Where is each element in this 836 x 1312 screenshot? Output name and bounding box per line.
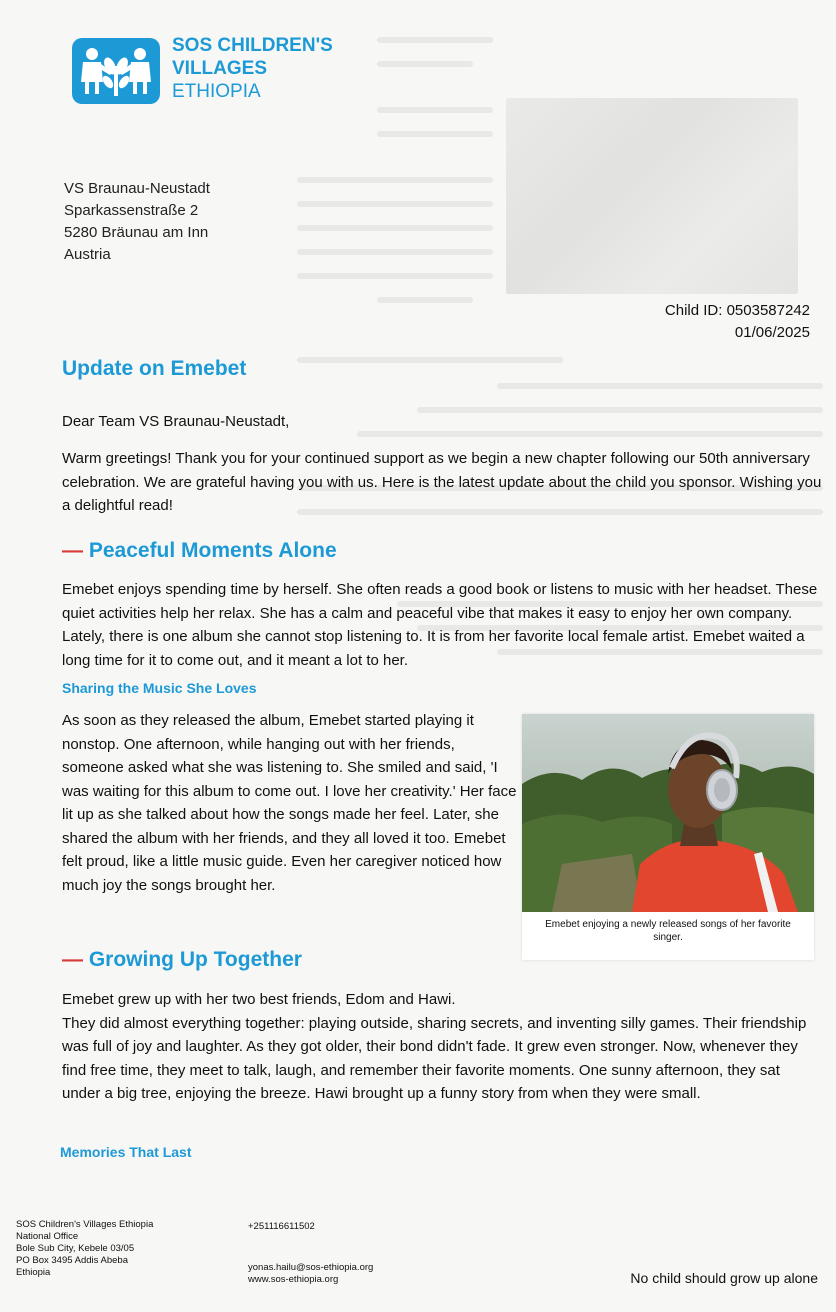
- section-heading-peaceful: [62, 539, 337, 563]
- address-line: Sparkassenstraße 2: [64, 202, 199, 219]
- footer-line: Bole Sub City, Kebele 03/05: [16, 1243, 135, 1254]
- photo-girl-with-headphones: [522, 714, 814, 912]
- photo-caption: Emebet enjoying a newly released songs of her favorite singer.: [545, 919, 791, 943]
- sharing-paragraph: As soon as they released the album, Emebet started playing it nonstop. One afternoon, while hanging out with her friends, someone asked what she was listening to. She smiled and said, 'I was waiting for this album to come out. I love her creativity.' Her face lit up as she talked about how the songs made her feel. Later, she shared the album with her friends, and they all loved it too. Emebet felt proud, like a little music guide. Even her caregiver noticed how much joy the songs brought her.: [62, 712, 517, 894]
- child-id: Child ID: 0503587242: [664, 302, 810, 319]
- footer-line: PO Box 3495 Addis Abeba: [16, 1255, 128, 1266]
- recipient-address: [64, 178, 210, 266]
- logo-line-1: SOS CHILDREN'S: [172, 35, 333, 56]
- footer-email: yonas.hailu@sos-ethiopia.org: [248, 1262, 374, 1273]
- letter-title: Update on Emebet: [62, 357, 247, 380]
- subheading-sharing: Sharing the Music She Loves: [62, 680, 257, 696]
- subheading-memories: Memories That Last: [60, 1144, 192, 1160]
- organization-name: [172, 34, 333, 103]
- logo-line-2: VILLAGES: [172, 58, 268, 79]
- section-heading-growing: [62, 948, 302, 972]
- heading-text: Peaceful Moments Alone: [88, 539, 337, 562]
- heading-text: Growing Up Together: [88, 948, 302, 971]
- child-meta: [665, 300, 810, 344]
- address-line: 5280 Bräunau am Inn: [64, 224, 209, 241]
- footer-tagline: No child should grow up alone: [630, 1270, 818, 1286]
- sos-logo-emblem: [72, 38, 160, 104]
- footer-website: www.sos-ethiopia.org: [248, 1274, 339, 1285]
- growing-paragraph: [62, 988, 822, 1106]
- heading-dash: —: [62, 948, 83, 971]
- photo-card: [522, 714, 814, 960]
- footer-line: SOS Children's Villages Ethiopia: [16, 1219, 154, 1230]
- letter-date: 01/06/2025: [734, 324, 810, 341]
- children-tree-icon: [72, 38, 160, 104]
- logo-line-3: ETHIOPIA: [172, 81, 261, 102]
- footer-line: Ethiopia: [16, 1267, 51, 1278]
- footer-line: National Office: [16, 1231, 79, 1242]
- intro-paragraph: Warm greetings! Thank you for your continued support as we begin a new chapter following our 50th anniversary celebration. We are grateful having you with us. Here is the latest update about the child you sponsor. Wishing you a delightful read!: [62, 450, 822, 514]
- letter-greeting: Dear Team VS Braunau-Neustadt,: [62, 413, 290, 430]
- peaceful-paragraph: Emebet enjoys spending time by herself. She often reads a good book or listens to music with her headset. These quiet activities help her relax. She has a calm and peaceful vibe that makes it easy to enjoy her own company. Lately, there is one album she cannot stop listening to. It is from her favorite local female artist. Emebet waited a long time for it to come out, and it meant a lot to her.: [62, 581, 818, 669]
- footer-organization-address: [16, 1219, 153, 1279]
- growing-first-line: Emebet grew up with her two best friends, Edom and Hawi.: [62, 991, 456, 1008]
- growing-body: They did almost everything together: playing outside, sharing secrets, and inventing silly games. Their friendship was full of joy and laughter. As they got older, their bond didn't fade. It grew even stronger. Now, whenever they find free time, they meet to talk, laugh, and remember their favorite moments. One sunny afternoon, they sat under a big tree, enjoying the breeze. Hawi brought up a funny story from when they were small.: [62, 1014, 807, 1102]
- heading-dash: —: [62, 539, 83, 562]
- address-line: Austria: [64, 246, 111, 263]
- footer-contact: [248, 1262, 373, 1286]
- address-line: VS Braunau-Neustadt: [64, 180, 210, 197]
- footer-phone: +251116611502: [248, 1221, 315, 1232]
